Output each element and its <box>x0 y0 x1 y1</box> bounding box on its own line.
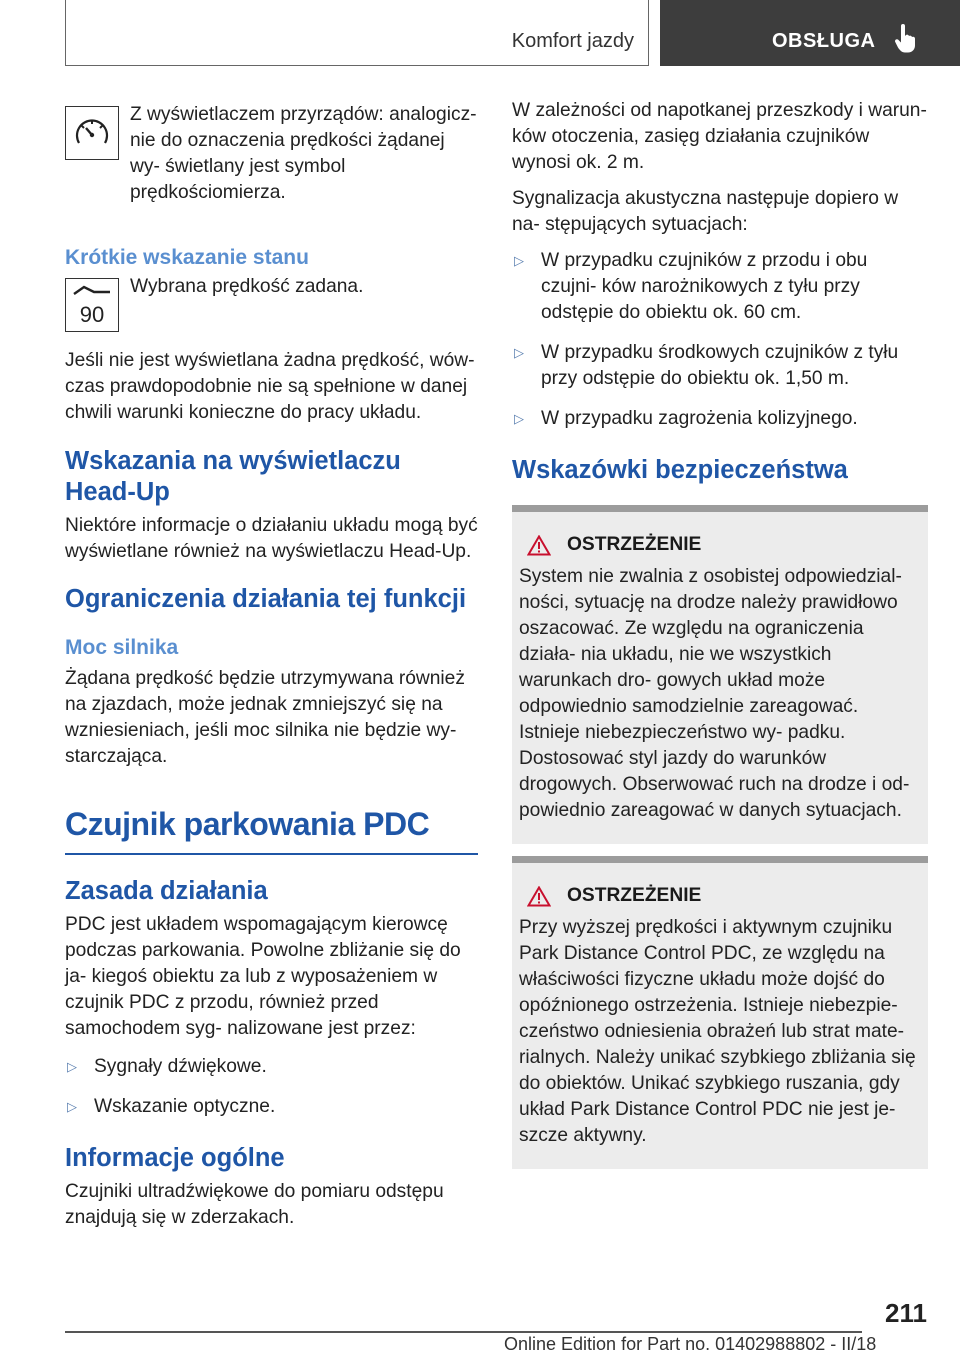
pdc-heading-rule <box>65 853 478 855</box>
warning-box-1 <box>512 505 928 844</box>
list-item-text: W przypadku czujników z przodu i obu czujni- ków narożnikowych z tyłu przy odstępie do obiektu ok. 60 cm. <box>541 250 868 323</box>
triangle-bullet-icon: ▷ <box>67 1058 77 1074</box>
list-item <box>65 1094 478 1120</box>
header-chapter-label: OBSŁUGA <box>772 30 876 52</box>
engine-paragraph: Żądana prędkość będzie utrzymywana również na zjazdach, może jednak zmniejszyć się na wzniesieniach, jeśli moc silnika nie będzie wy- starczająca. <box>65 668 465 767</box>
warning-text: Przy wyższej prędkości i aktywnym czujniku Park Distance Control PDC, ze względu na właściwości fizyczne układu może dojść do opóźnionego ostrzeżenia. Istnieje niebezpie- czeństwo odniesienia obrażeń lub strat mate- rialnych. Należy unikać szybkiego zbliżania się do obiektów. Unikać szybkiego ruszania, gdy układ Park Distance Control PDC nie jest je- szcze aktywny. <box>519 917 916 1146</box>
acoustic-bullets <box>512 248 928 432</box>
speedometer-icon <box>72 113 112 153</box>
list-item-text: W przypadku środkowych czujników z tyłu przy odstępie do obiektu ok. 1,50 m. <box>541 342 899 389</box>
list-item-text: Sygnały dźwiękowe. <box>94 1055 267 1077</box>
warning-header <box>527 534 921 556</box>
left-column <box>65 98 478 1231</box>
engine-heading: Moc silnika <box>65 636 179 659</box>
hud-heading <box>65 446 478 508</box>
set-speed-value: 90 <box>79 302 105 327</box>
speedometer-text: Z wyświetlaczem przyrządów: analogicz- nie do oznaczenia prędkości żądanej wy- świetlany jest symbol prędkościomierza. <box>130 104 477 203</box>
warning-triangle-icon <box>527 535 551 556</box>
status-text: Wybrana prędkość zadana. <box>130 276 364 297</box>
header-section-box <box>65 0 649 66</box>
triangle-bullet-icon: ▷ <box>514 253 524 268</box>
list-item <box>512 340 928 392</box>
page-number: 211 <box>885 1298 927 1328</box>
warning-text: System nie zwalnia z osobistej odpowiedzial- ności, sytuację na drodze należy prawidłowo oszacować. Ze względu na ograniczenia działa- nia układu, nie we wszystkich warunkach dro- gowych układ może odpowiednio samodzielnie zareagować. Istnieje niebezpieczeństwo wy- padku. Dostosować styl jazdy do warunków drogowych. Obserwować ruch na drodze i od- powiednio zareagować w danych sytuacjach. <box>519 566 910 821</box>
pdc-heading: Czujnik parkowania PDC <box>65 806 430 842</box>
safety-heading: Wskazówki bezpieczeństwa <box>512 456 848 484</box>
hand-pointer-icon <box>894 24 916 54</box>
principle-heading: Zasada działania <box>65 876 268 905</box>
status-heading: Krótkie wskazanie stanu <box>65 246 309 269</box>
status-paragraph: Jeśli nie jest wyświetlana żadna prędkość, wów- czas prawdopodobnie nie są spełnione w danej chwili warunki konieczne do pracy układu. <box>65 350 475 423</box>
triangle-bullet-icon: ▷ <box>67 1098 77 1114</box>
list-item-text: W przypadku zagrożenia kolizyjnego. <box>541 408 858 429</box>
principle-bullets <box>65 1054 478 1120</box>
triangle-bullet-icon: ▷ <box>514 411 524 426</box>
list-item <box>512 248 928 326</box>
set-speed-icon <box>70 282 114 328</box>
list-item-text: Wskazanie optyczne. <box>94 1095 276 1117</box>
edition-text: Online Edition for Part no. 01402988802 - II/18 <box>504 1334 877 1354</box>
speedometer-note <box>65 106 478 206</box>
list-item <box>65 1054 478 1080</box>
set-speed-icon-box <box>65 278 119 332</box>
speedometer-icon-box <box>65 106 119 160</box>
hud-heading-line-2: Head-Up <box>65 478 170 506</box>
principle-paragraph: PDC jest układem wspomagającym kierowcę podczas parkowania. Powolne zbliżanie się do ja- kiegoś obiektu za lub z wyposażeniem w czujnik PDC z przodu, również przed samochodem syg- nalizowane jest przez: <box>65 913 461 1039</box>
warning-box-2 <box>512 856 928 1169</box>
header-section-title: Komfort jazdy <box>511 30 634 52</box>
status-note <box>65 278 478 332</box>
warning-label: OSTRZEŻENIE <box>567 534 702 555</box>
list-item <box>512 406 928 432</box>
warning-triangle-icon <box>527 886 551 907</box>
general-heading: Informacje ogólne <box>65 1143 285 1172</box>
warning-label: OSTRZEŻENIE <box>567 885 702 906</box>
acoustic-paragraph: Sygnalizacja akustyczna następuje dopiero w na- stępujących sytuacjach: <box>512 188 899 235</box>
footer-rule <box>65 1331 862 1333</box>
right-column <box>512 98 928 1169</box>
triangle-bullet-icon: ▷ <box>514 345 524 360</box>
header-chapter-tab <box>660 0 960 66</box>
hud-heading-line-1: Wskazania na wyświetlaczu <box>65 447 401 475</box>
hud-paragraph: Niektóre informacje o działaniu układu mogą być wyświetlane również na wyświetlaczu Head-Up. <box>65 515 478 562</box>
limits-heading: Ograniczenia działania tej funkcji <box>65 585 467 613</box>
range-paragraph: W zależności od napotkanej przeszkody i warun- ków otoczenia, zasięg działania czujników wynosi ok. 2 m. <box>512 100 927 173</box>
warning-header <box>527 885 921 907</box>
general-paragraph: Czujniki ultradźwiękowe do pomiaru odstępu znajdują się w zderzakach. <box>65 1180 444 1228</box>
